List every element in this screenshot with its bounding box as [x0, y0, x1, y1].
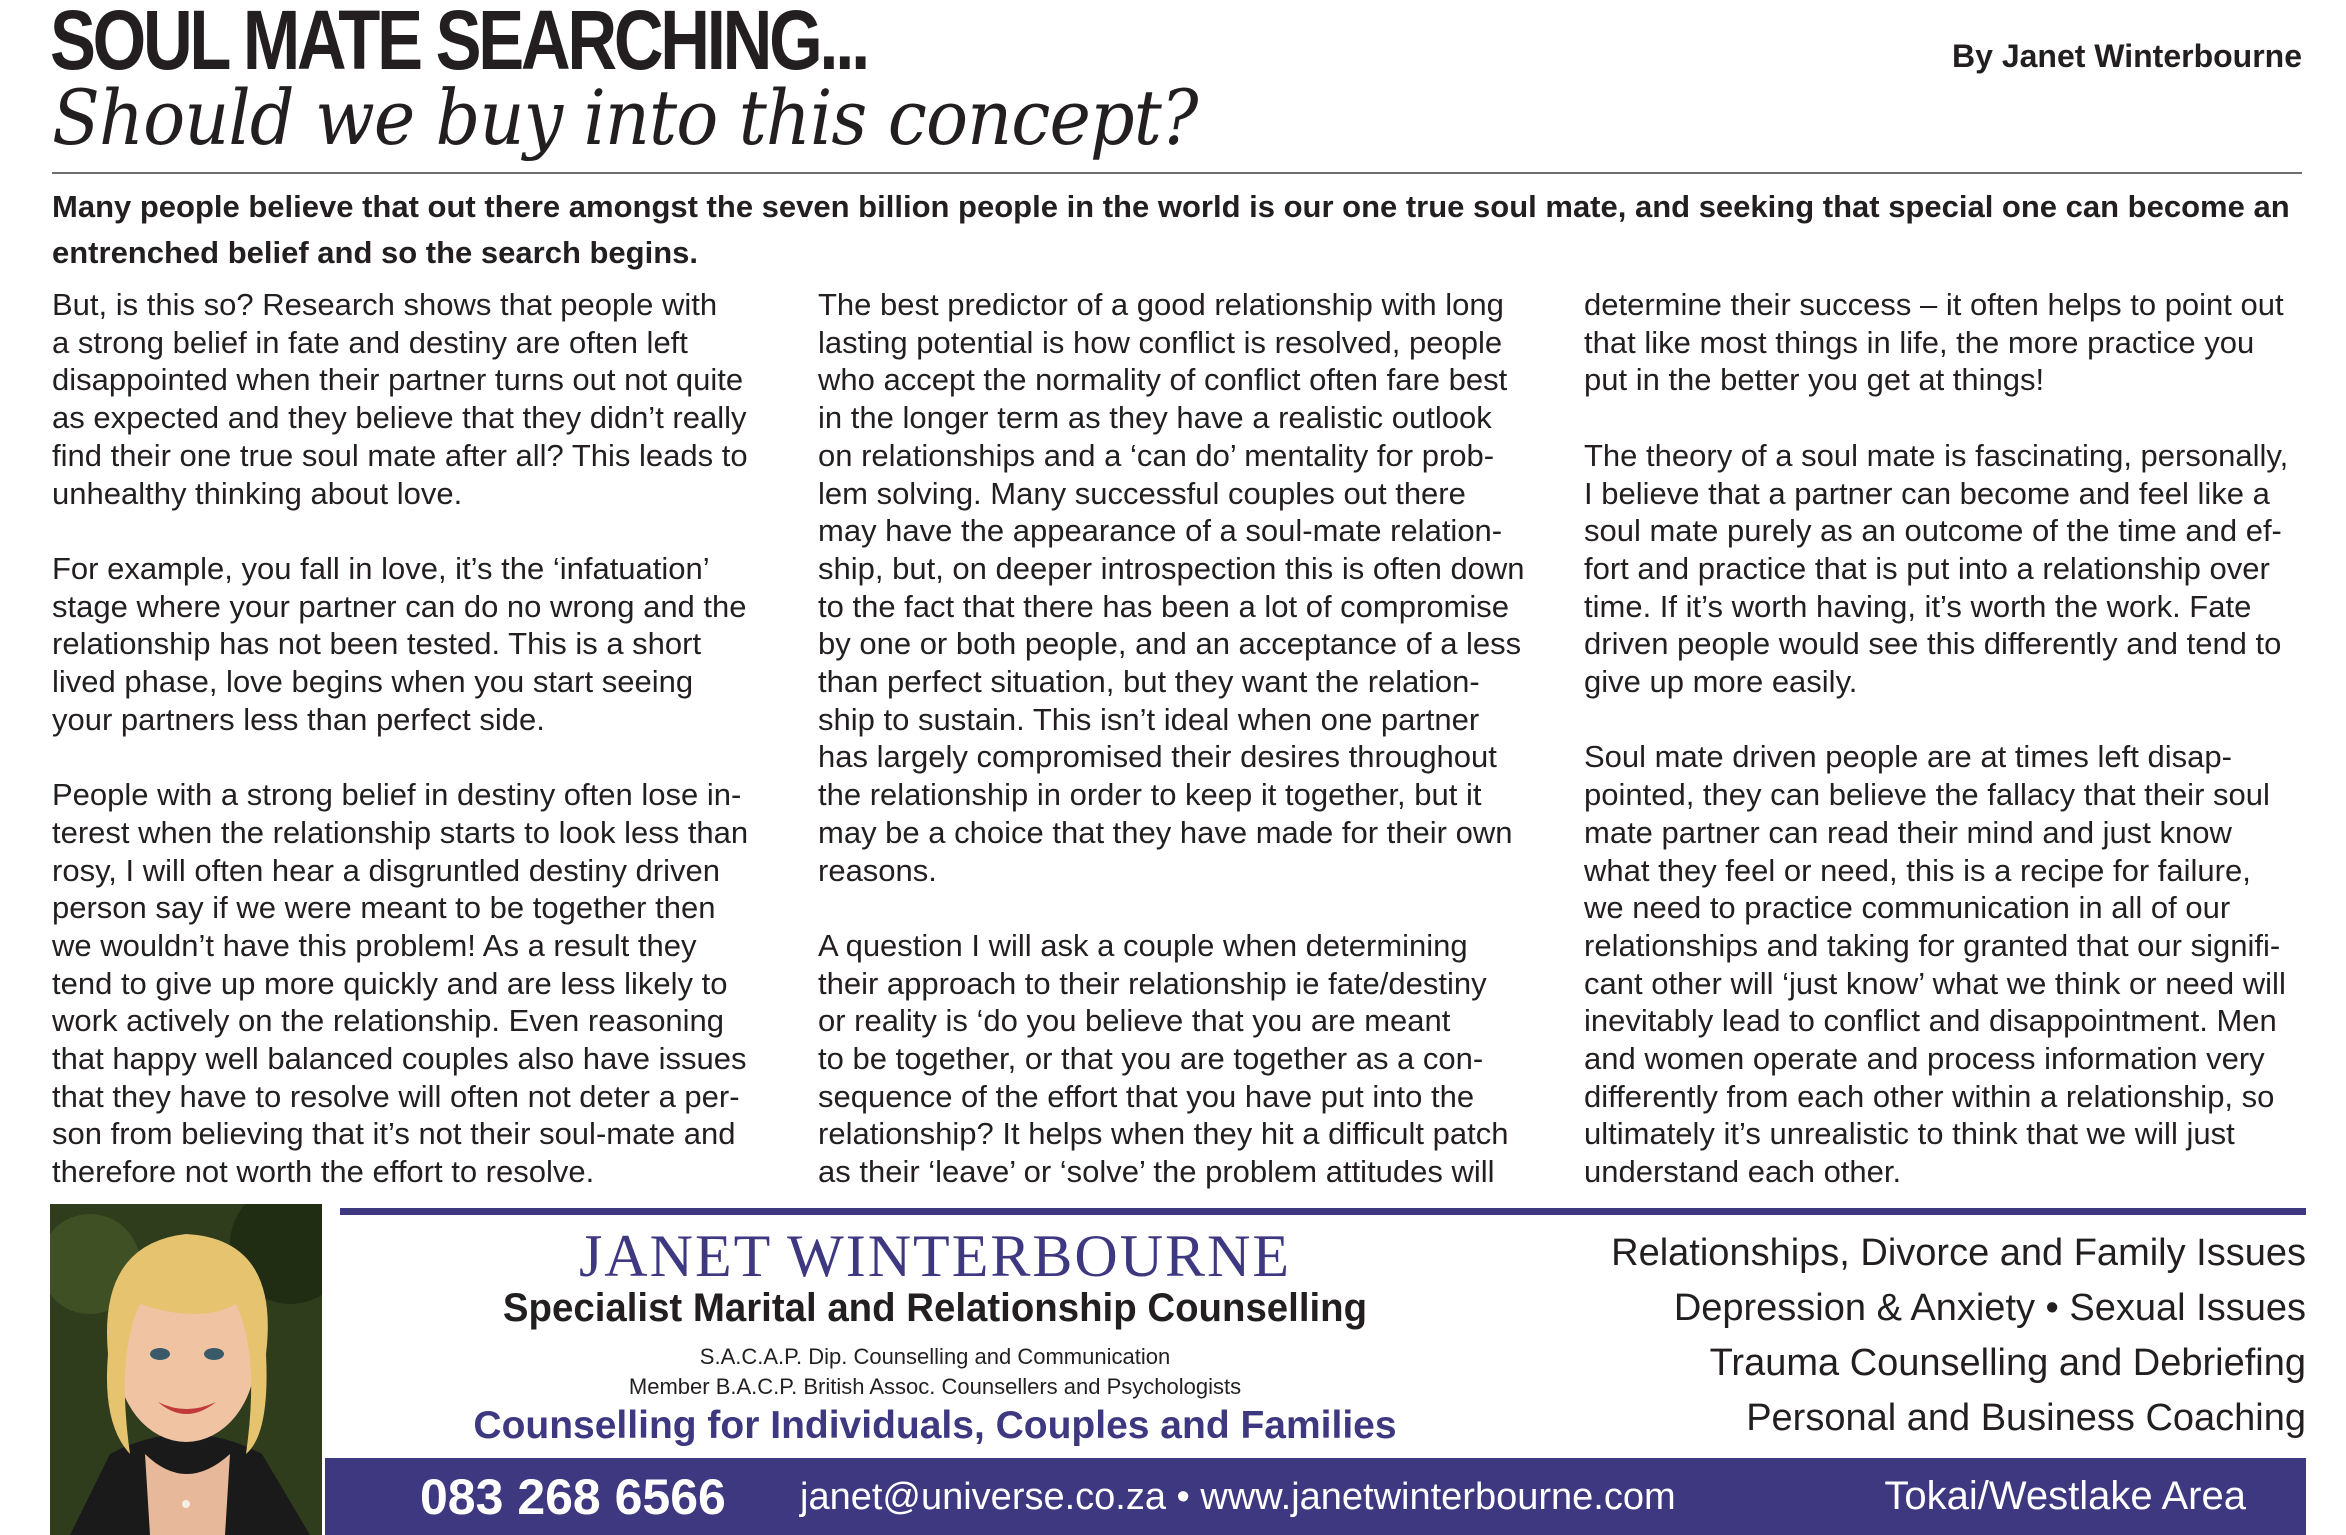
contact-bar	[325, 1458, 2306, 1535]
phone-number[interactable]: 083 268 6566	[420, 1469, 726, 1525]
counsellor-name: JANET WINTERBOURNE	[578, 1223, 1292, 1289]
intro-paragraph: Many people believe that out there amongst the seven billion people in the world is our one true soul mate, and seeking that special one can become an entrenched belief and so the search begins.	[52, 189, 2290, 270]
portrait-illustration	[50, 1204, 322, 1535]
paragraph: People with a strong belief in destiny often lose in- terest when the relationship starts to look less than rosy, I will often hear a disgruntled destiny driven person say if we were meant to be together then we wouldn’t have this problem! As a result they tend to give up more quickly and are less likely to work actively on the relationship. Even reasoning that happy well balanced couples also have issues that they have to resolve will often not deter a per- son from believing that it’s not their soul-mate and therefore not worth the effort to resolve.	[52, 777, 749, 1190]
service-area: Tokai/Westlake Area	[1884, 1474, 2246, 1518]
paragraph: But, is this so? Research shows that people with a strong belief in fate and destiny are often left disappointed when their partner turns out not quite as expected and they believe that they didn’t really find their one true soul mate after all? This leads to unhealthy thinking about love.	[52, 287, 748, 511]
service-item: Personal and Business Coaching	[1746, 1397, 2306, 1439]
service-item: Relationships, Divorce and Family Issues	[1611, 1232, 2306, 1274]
byline: By Janet Winterbourne	[1952, 38, 2302, 74]
service-item: Depression & Anxiety • Sexual Issues	[1673, 1287, 2306, 1329]
email-website[interactable]: janet@universe.co.za • www.janetwinterbourne.com	[800, 1476, 1676, 1518]
paragraph: Soul mate driven people are at times left disap- pointed, they can believe the fallacy that their soul mate partner can read their mind and just know what they feel or need, this is a recipe for failure, we need to practice communication in all of our relationships and taking for granted that our signifi- cant other will ‘just know’ what we think or need will inevitably lead to conflict and disappointment. Men and women operate and process information very differently from each other within a relationship, so ultimately it’s unrealistic to think that we will just understand each other.	[1584, 739, 2286, 1190]
header-divider	[52, 172, 2302, 174]
article-column-2	[818, 286, 1540, 1191]
article-column-3	[1584, 286, 2306, 1191]
qualification-2: Member B.A.C.P. British Assoc. Counsellers and Psychologists	[628, 1374, 1242, 1399]
qualification-1: S.A.C.A.P. Dip. Counselling and Communication	[699, 1344, 1171, 1369]
article-subtitle: Should we buy into this concept?	[52, 73, 1198, 162]
paragraph: The best predictor of a good relationship with long lasting potential is how conflict is resolved, people who accept the normality of conflict often fare best in the longer term as they have a realistic outlook on relationships and a ‘can do’ mentality for prob- lem solving. Many successful couples out there may have the appearance of a soul-mate relation- ship, but, on deeper introspection this is often down to the fact that there has been a lot of compromise by one or both people, and an acceptance of a less than perfect situation, but they want the relation- ship to sustain. This isn’t ideal when one partner has largely compromised their desires throughout the relationship in order to keep it together, but it may be a choice that they have made for their own reasons.	[818, 287, 1525, 888]
service-item: Trauma Counselling and Debriefing	[1709, 1342, 2306, 1384]
portrait-photo	[50, 1204, 322, 1535]
ad-divider	[340, 1208, 2306, 1215]
specialty: Specialist Marital and Relationship Counselling	[502, 1286, 1368, 1330]
tagline: Counselling for Individuals, Couples and Families	[473, 1404, 1397, 1447]
article-column-1	[52, 286, 774, 1191]
services-list	[1611, 1226, 2306, 1446]
paragraph: determine their success – it often helps to point out that like most things in life, the more practice you put in the better you get at things!	[1584, 287, 2284, 398]
paragraph: A question I will ask a couple when determining their approach to their relationship ie fate/destiny or reality is ‘do you believe that you are meant to be together, or that you are together as a con- sequence of the effort that you have put into the relationship? It helps when they hit a difficult patch as their ‘leave’ or ‘solve’ the problem attitudes will	[818, 927, 1509, 1190]
paragraph: The theory of a soul mate is fascinating, personally, I believe that a partner can become and feel like a soul mate purely as an outcome of the time and ef- fort and practice that is put into a relationship over time. If it’s worth having, it’s worth the work. Fate driven people would see this differently and tend to give up more easily.	[1584, 437, 2289, 700]
article-title: SOUL MATE SEARCHING...	[50, 0, 867, 87]
paragraph: For example, you fall in love, it’s the ‘infatuation’ stage where your partner can do no wrong and the relationship has not been tested. This is a short lived phase, love begins when you start seeing your partners less than perfect side.	[52, 550, 747, 737]
